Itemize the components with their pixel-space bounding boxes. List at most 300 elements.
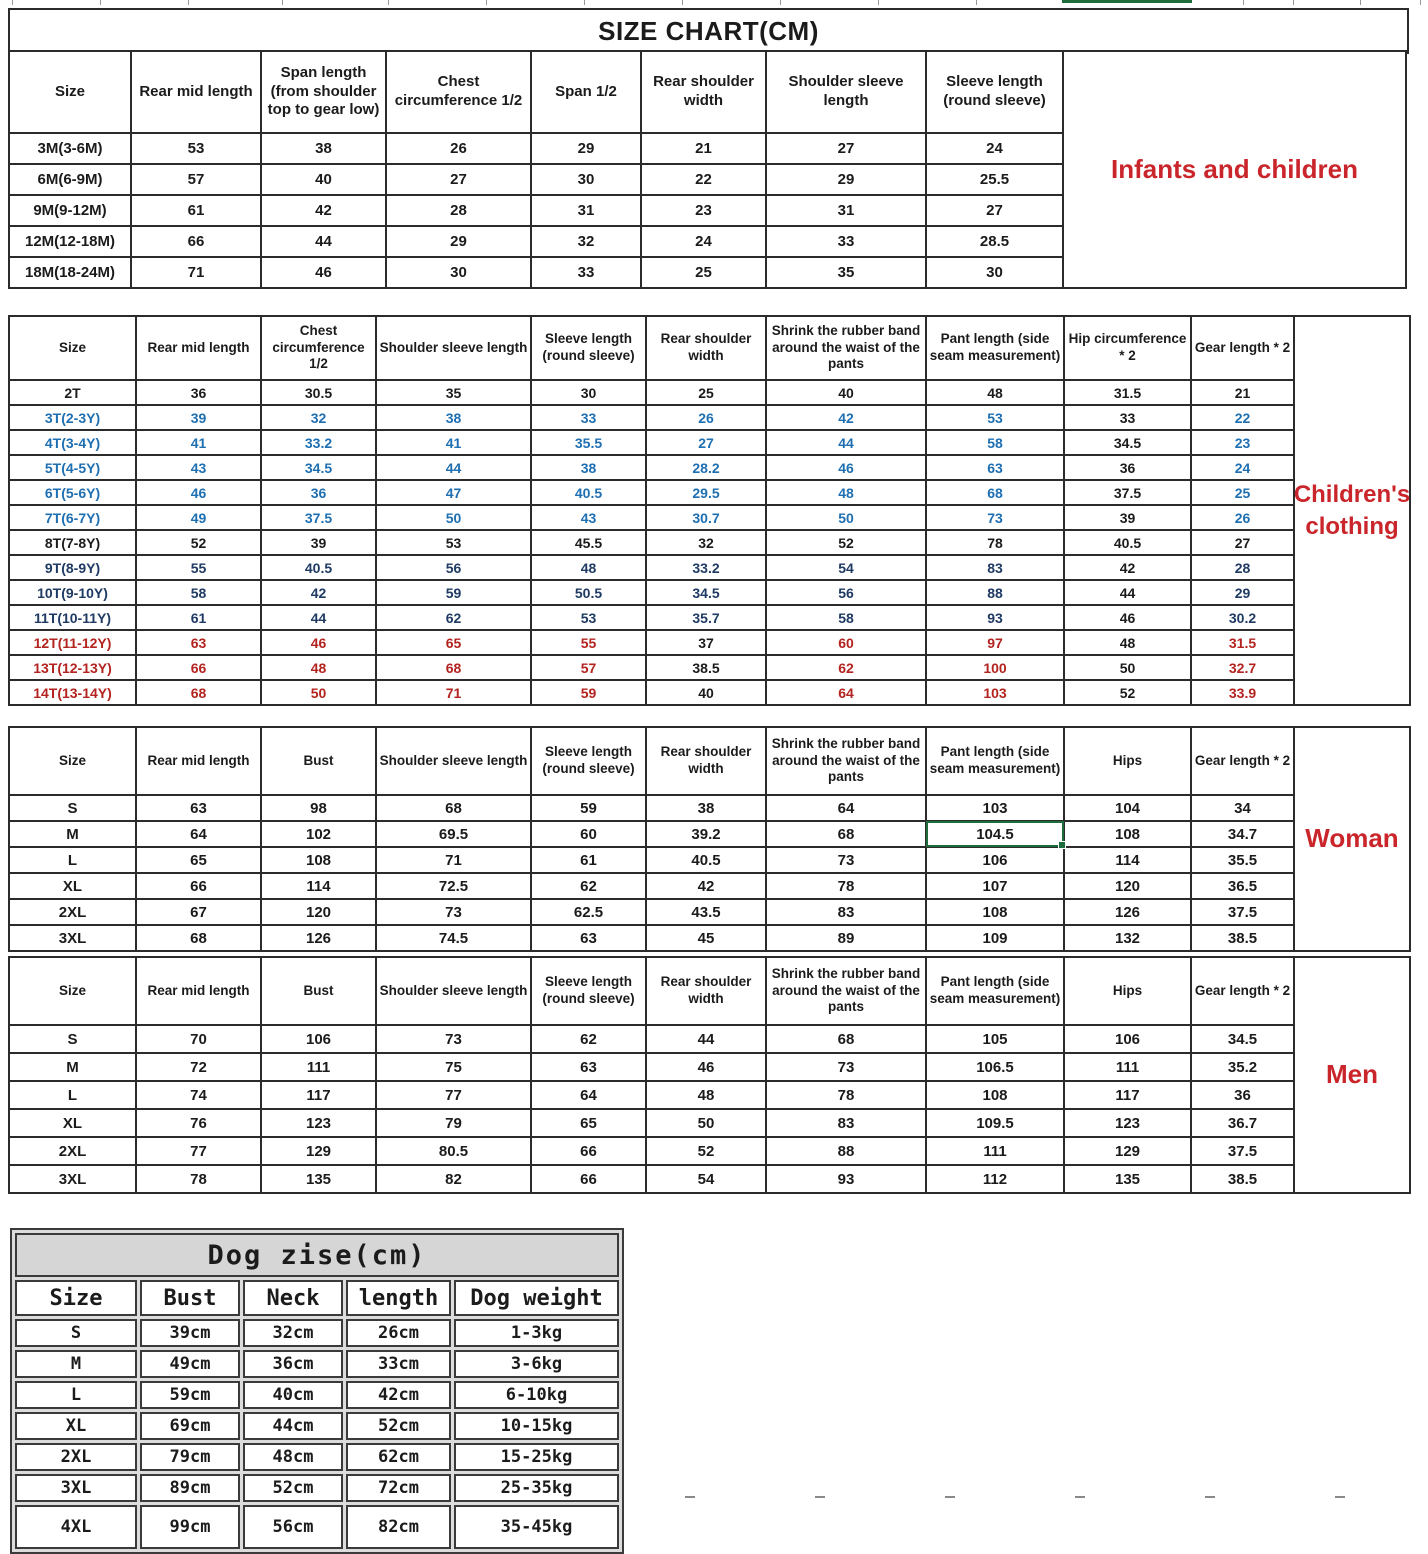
- column-header: Size: [9, 316, 136, 380]
- table-cell: 37.5: [1191, 899, 1294, 925]
- column-header: Shrink the rubber band around the waist of the pants: [766, 957, 926, 1025]
- table-cell: 36cm: [243, 1350, 343, 1378]
- table-cell: 36: [261, 480, 376, 505]
- table-cell: 48: [1064, 630, 1191, 655]
- woman-size-table: [8, 726, 1295, 952]
- table-cell: 33cm: [346, 1350, 451, 1378]
- table-cell: 27: [646, 430, 766, 455]
- table-cell: 50.5: [531, 580, 646, 605]
- column-header: Rear shoulder width: [646, 316, 766, 380]
- table-cell: 42cm: [346, 1381, 451, 1409]
- table-cell: 48: [531, 555, 646, 580]
- size-cell: S: [9, 795, 136, 821]
- column-header: Chest circumference 1/2: [261, 316, 376, 380]
- table-cell: 41: [376, 430, 531, 455]
- table-cell: 53: [926, 405, 1064, 430]
- table-cell: 33.9: [1191, 680, 1294, 705]
- table-cell: 50: [1064, 655, 1191, 680]
- table-cell: 36.7: [1191, 1109, 1294, 1137]
- table-cell: 60: [766, 630, 926, 655]
- table-cell: 39: [1064, 505, 1191, 530]
- table-cell: 43: [136, 455, 261, 480]
- table-cell: 79: [376, 1109, 531, 1137]
- table-cell: 30.5: [261, 380, 376, 405]
- column-header: Pant length (side seam measurement): [926, 316, 1064, 380]
- table-cell: 24: [1191, 455, 1294, 480]
- table-cell: 35: [766, 257, 926, 288]
- table-cell: 34.7: [1191, 821, 1294, 847]
- table-cell: 104: [1064, 795, 1191, 821]
- size-cell: 5T(4-5Y): [9, 455, 136, 480]
- men-size-table: [8, 956, 1295, 1194]
- column-header: Dog weight: [454, 1280, 619, 1316]
- table-cell: 22: [641, 164, 766, 195]
- men-side-label: Men: [1293, 956, 1411, 1194]
- table-cell: 73: [926, 505, 1064, 530]
- woman-side-label: Woman: [1293, 726, 1411, 952]
- table-cell: 88: [926, 580, 1064, 605]
- table-cell: 73: [766, 847, 926, 873]
- children-section: [8, 315, 1411, 706]
- table-cell: 34: [1191, 795, 1294, 821]
- table-cell: 29: [766, 164, 926, 195]
- size-cell: 4XL: [15, 1505, 137, 1549]
- table-cell: 66: [131, 226, 261, 257]
- column-header: Bust: [261, 727, 376, 795]
- size-cell: 2XL: [15, 1443, 137, 1471]
- table-cell: 105: [926, 1025, 1064, 1053]
- size-cell: 6M(6-9M): [9, 164, 131, 195]
- table-cell: 102: [261, 821, 376, 847]
- table-cell: 40.5: [531, 480, 646, 505]
- table-cell: 68: [376, 655, 531, 680]
- table-cell: 26: [386, 133, 531, 164]
- table-cell: 30: [386, 257, 531, 288]
- size-cell: 3XL: [9, 925, 136, 951]
- table-cell: 83: [766, 1109, 926, 1137]
- table-cell: 71: [376, 847, 531, 873]
- size-cell: 7T(6-7Y): [9, 505, 136, 530]
- column-header: Sleeve length (round sleeve): [531, 727, 646, 795]
- column-header: Rear mid length: [136, 316, 261, 380]
- table-cell: 66: [136, 873, 261, 899]
- table-cell: 33: [766, 226, 926, 257]
- table-cell: 35.5: [531, 430, 646, 455]
- size-cell: 9M(9-12M): [9, 195, 131, 226]
- table-cell: 76: [136, 1109, 261, 1137]
- table-cell: 44: [646, 1025, 766, 1053]
- table-cell: 77: [136, 1137, 261, 1165]
- table-cell: 52cm: [243, 1474, 343, 1502]
- table-cell: 38.5: [646, 655, 766, 680]
- column-header: Hips: [1064, 957, 1191, 1025]
- column-header: Shrink the rubber band around the waist of the pants: [766, 727, 926, 795]
- table-cell: 61: [531, 847, 646, 873]
- table-cell: 48: [261, 655, 376, 680]
- table-cell: 32: [531, 226, 641, 257]
- table-cell: 27: [926, 195, 1063, 226]
- table-cell: 36.5: [1191, 873, 1294, 899]
- table-cell: 26: [646, 405, 766, 430]
- table-cell: 50: [766, 505, 926, 530]
- table-cell: 63: [136, 630, 261, 655]
- column-header: Gear length * 2: [1191, 316, 1294, 380]
- table-cell: 30.7: [646, 505, 766, 530]
- table-cell: 44: [261, 605, 376, 630]
- table-cell: 73: [766, 1053, 926, 1081]
- table-cell: 66: [531, 1165, 646, 1193]
- table-cell: 46: [766, 455, 926, 480]
- table-cell: 34.5: [1191, 1025, 1294, 1053]
- table-cell: 46: [646, 1053, 766, 1081]
- table-cell: 10-15kg: [454, 1412, 619, 1440]
- table-cell: 83: [766, 899, 926, 925]
- table-cell: 34.5: [1064, 430, 1191, 455]
- table-cell: 62: [376, 605, 531, 630]
- column-header: Sleeve length (round sleeve): [531, 957, 646, 1025]
- table-cell: 68: [136, 925, 261, 951]
- table-cell: 25.5: [926, 164, 1063, 195]
- table-cell: 83: [926, 555, 1064, 580]
- size-cell: 8T(7-8Y): [9, 530, 136, 555]
- dog-table-title: Dog zise(cm): [15, 1233, 619, 1277]
- table-cell: 71: [376, 680, 531, 705]
- table-cell: 58: [766, 605, 926, 630]
- table-cell: 25: [646, 380, 766, 405]
- table-cell: 38: [646, 795, 766, 821]
- table-cell: 103: [926, 680, 1064, 705]
- table-cell: 40cm: [243, 1381, 343, 1409]
- size-cell: 4T(3-4Y): [9, 430, 136, 455]
- table-cell: 109: [926, 925, 1064, 951]
- table-cell: 106: [1064, 1025, 1191, 1053]
- table-cell: 59: [531, 680, 646, 705]
- column-header: Chest circumference 1/2: [386, 51, 531, 133]
- column-header: Shoulder sleeve length: [376, 316, 531, 380]
- table-cell: 135: [261, 1165, 376, 1193]
- table-cell: 28: [1191, 555, 1294, 580]
- table-cell: 31: [766, 195, 926, 226]
- table-cell: 38: [261, 133, 386, 164]
- selection-remnant-line: [1062, 0, 1192, 3]
- table-cell: 97: [926, 630, 1064, 655]
- table-cell: 93: [926, 605, 1064, 630]
- table-cell: 36: [136, 380, 261, 405]
- size-cell: S: [9, 1025, 136, 1053]
- table-cell: 38: [531, 455, 646, 480]
- table-cell: 72: [136, 1053, 261, 1081]
- table-cell: 34.5: [261, 455, 376, 480]
- table-cell: 129: [1064, 1137, 1191, 1165]
- column-header: Shrink the rubber band around the waist of the pants: [766, 316, 926, 380]
- table-cell: 123: [261, 1109, 376, 1137]
- table-cell: 46: [261, 630, 376, 655]
- table-cell: 111: [926, 1137, 1064, 1165]
- table-cell: 78: [926, 530, 1064, 555]
- table-cell: 25: [1191, 480, 1294, 505]
- table-cell: 72.5: [376, 873, 531, 899]
- table-cell: 38.5: [1191, 925, 1294, 951]
- table-cell: 64: [766, 680, 926, 705]
- table-cell: 39cm: [140, 1319, 240, 1347]
- table-cell: 35-45kg: [454, 1505, 619, 1549]
- table-cell: 42: [766, 405, 926, 430]
- table-cell: 52cm: [346, 1412, 451, 1440]
- size-cell: 3XL: [15, 1474, 137, 1502]
- table-cell: 62.5: [531, 899, 646, 925]
- table-cell: 24: [641, 226, 766, 257]
- size-cell: XL: [15, 1412, 137, 1440]
- table-cell: 69.5: [376, 821, 531, 847]
- men-section: [8, 956, 1411, 1194]
- table-cell: 28.5: [926, 226, 1063, 257]
- table-cell: 64: [136, 821, 261, 847]
- table-cell: 29: [386, 226, 531, 257]
- column-header: Rear shoulder width: [641, 51, 766, 133]
- table-cell: 89: [766, 925, 926, 951]
- size-cell: XL: [9, 873, 136, 899]
- table-cell: 1-3kg: [454, 1319, 619, 1347]
- table-cell: 58: [926, 430, 1064, 455]
- table-cell: 70: [136, 1025, 261, 1053]
- table-cell: 40: [646, 680, 766, 705]
- table-cell: 50: [261, 680, 376, 705]
- column-header: Rear mid length: [136, 957, 261, 1025]
- table-cell: 48: [926, 380, 1064, 405]
- column-header: Rear mid length: [131, 51, 261, 133]
- table-cell: 40: [261, 164, 386, 195]
- table-cell: 40: [766, 380, 926, 405]
- table-cell: 26: [1191, 505, 1294, 530]
- table-cell: 52: [1064, 680, 1191, 705]
- table-cell: 29: [1191, 580, 1294, 605]
- size-chart-title: SIZE CHART(CM): [8, 8, 1409, 54]
- table-cell: 33.2: [646, 555, 766, 580]
- table-cell: 63: [531, 1053, 646, 1081]
- table-cell: 35.2: [1191, 1053, 1294, 1081]
- table-cell: 31.5: [1064, 380, 1191, 405]
- size-cell: 18M(18-24M): [9, 257, 131, 288]
- table-cell: 53: [131, 133, 261, 164]
- table-cell: 33: [1064, 405, 1191, 430]
- column-header: Size: [15, 1280, 137, 1316]
- table-cell: 93: [766, 1165, 926, 1193]
- table-cell: 98: [261, 795, 376, 821]
- table-cell: 132: [1064, 925, 1191, 951]
- table-cell: 120: [261, 899, 376, 925]
- table-cell: 6-10kg: [454, 1381, 619, 1409]
- table-cell: 24: [926, 133, 1063, 164]
- table-cell: 68: [376, 795, 531, 821]
- table-cell: 39: [136, 405, 261, 430]
- table-cell: 38: [376, 405, 531, 430]
- table-cell: 26cm: [346, 1319, 451, 1347]
- size-cell: 12M(12-18M): [9, 226, 131, 257]
- table-cell: 106: [261, 1025, 376, 1053]
- table-cell: 52: [136, 530, 261, 555]
- column-header: Gear length * 2: [1191, 727, 1294, 795]
- table-cell: 32cm: [243, 1319, 343, 1347]
- table-cell: 29.5: [646, 480, 766, 505]
- table-cell: 46: [136, 480, 261, 505]
- table-cell: 62: [531, 1025, 646, 1053]
- table-cell: 54: [646, 1165, 766, 1193]
- table-cell: 50: [376, 505, 531, 530]
- infants-side-label: Infants and children: [1062, 50, 1407, 289]
- table-cell: 78: [766, 873, 926, 899]
- table-cell: 114: [1064, 847, 1191, 873]
- table-cell: 52: [646, 1137, 766, 1165]
- table-cell: 35.5: [1191, 847, 1294, 873]
- infants-section: [8, 50, 1407, 289]
- table-cell: 41: [136, 430, 261, 455]
- table-cell: 48: [766, 480, 926, 505]
- table-cell: 82: [376, 1165, 531, 1193]
- table-cell: 40.5: [261, 555, 376, 580]
- table-cell: 59: [531, 795, 646, 821]
- table-cell: 44: [766, 430, 926, 455]
- table-cell: 71: [131, 257, 261, 288]
- table-cell: 108: [1064, 821, 1191, 847]
- size-cell: 3T(2-3Y): [9, 405, 136, 430]
- table-cell: 28: [386, 195, 531, 226]
- table-cell: 65: [531, 1109, 646, 1137]
- column-header: Rear mid length: [136, 727, 261, 795]
- table-cell: 61: [136, 605, 261, 630]
- size-cell: 6T(5-6Y): [9, 480, 136, 505]
- table-cell: 63: [926, 455, 1064, 480]
- table-cell: 33: [531, 405, 646, 430]
- table-cell: 58: [136, 580, 261, 605]
- table-cell: 56cm: [243, 1505, 343, 1549]
- table-cell: 34.5: [646, 580, 766, 605]
- table-cell: 44: [1064, 580, 1191, 605]
- table-cell: 45: [646, 925, 766, 951]
- column-header: Hip circumference * 2: [1064, 316, 1191, 380]
- table-cell: 99cm: [140, 1505, 240, 1549]
- table-cell: 135: [1064, 1165, 1191, 1193]
- table-cell: 25-35kg: [454, 1474, 619, 1502]
- children-size-table: [8, 315, 1295, 706]
- table-cell: 46: [1064, 605, 1191, 630]
- column-header: length: [346, 1280, 451, 1316]
- column-header: Sleeve length (round sleeve): [531, 316, 646, 380]
- table-cell: 117: [261, 1081, 376, 1109]
- column-header: Span length (from shoulder top to gear low): [261, 51, 386, 133]
- column-header: Size: [9, 51, 131, 133]
- woman-section: [8, 726, 1411, 952]
- size-cell: S: [15, 1319, 137, 1347]
- table-cell: 78: [136, 1165, 261, 1193]
- table-cell: 62: [531, 873, 646, 899]
- table-cell: 62: [766, 655, 926, 680]
- table-cell: 36: [1064, 455, 1191, 480]
- table-cell: 32.7: [1191, 655, 1294, 680]
- size-cell: 11T(10-11Y): [9, 605, 136, 630]
- table-cell: 36: [1191, 1081, 1294, 1109]
- table-cell: 69cm: [140, 1412, 240, 1440]
- size-cell: 14T(13-14Y): [9, 680, 136, 705]
- size-cell: M: [9, 1053, 136, 1081]
- table-cell: 72cm: [346, 1474, 451, 1502]
- table-cell: 108: [926, 1081, 1064, 1109]
- table-cell: 22: [1191, 405, 1294, 430]
- column-header: Size: [9, 727, 136, 795]
- table-cell: 117: [1064, 1081, 1191, 1109]
- size-cell: XL: [9, 1109, 136, 1137]
- size-cell: M: [15, 1350, 137, 1378]
- table-cell: 80.5: [376, 1137, 531, 1165]
- table-cell: 55: [531, 630, 646, 655]
- table-cell: 59cm: [140, 1381, 240, 1409]
- table-cell: 107: [926, 873, 1064, 899]
- column-header: Gear length * 2: [1191, 957, 1294, 1025]
- table-cell: 65: [136, 847, 261, 873]
- table-cell: 37: [646, 630, 766, 655]
- table-cell: 111: [261, 1053, 376, 1081]
- size-cell: 2XL: [9, 1137, 136, 1165]
- table-cell: 37.5: [1064, 480, 1191, 505]
- table-cell: 112: [926, 1165, 1064, 1193]
- table-cell: 73: [376, 1025, 531, 1053]
- table-cell: 47: [376, 480, 531, 505]
- table-cell: 37.5: [261, 505, 376, 530]
- column-header: Shoulder sleeve length: [766, 51, 926, 133]
- table-cell: 27: [1191, 530, 1294, 555]
- table-cell: 89cm: [140, 1474, 240, 1502]
- table-cell: 31.5: [1191, 630, 1294, 655]
- table-cell: 63: [531, 925, 646, 951]
- table-cell: 30.2: [1191, 605, 1294, 630]
- table-cell: 42: [1064, 555, 1191, 580]
- table-cell: 3-6kg: [454, 1350, 619, 1378]
- table-cell: 78: [766, 1081, 926, 1109]
- table-cell: 53: [531, 605, 646, 630]
- table-cell: 123: [1064, 1109, 1191, 1137]
- table-cell: 106.5: [926, 1053, 1064, 1081]
- table-cell: 33.2: [261, 430, 376, 455]
- table-cell: 60: [531, 821, 646, 847]
- table-cell: 35.7: [646, 605, 766, 630]
- table-cell: 30: [531, 380, 646, 405]
- table-cell: 28.2: [646, 455, 766, 480]
- table-cell: 114: [261, 873, 376, 899]
- table-cell: 100: [926, 655, 1064, 680]
- table-cell: 88: [766, 1137, 926, 1165]
- column-header: Rear shoulder width: [646, 727, 766, 795]
- table-cell: 42: [261, 195, 386, 226]
- size-cell: 13T(12-13Y): [9, 655, 136, 680]
- table-cell: 82cm: [346, 1505, 451, 1549]
- table-cell: 23: [641, 195, 766, 226]
- table-cell: 68: [926, 480, 1064, 505]
- table-cell: 39: [261, 530, 376, 555]
- table-cell: 74: [136, 1081, 261, 1109]
- table-cell: 108: [926, 899, 1064, 925]
- table-cell: 53: [376, 530, 531, 555]
- table-cell: 52: [766, 530, 926, 555]
- dog-size-table: [10, 1228, 624, 1554]
- column-header: Hips: [1064, 727, 1191, 795]
- table-cell: 32: [261, 405, 376, 430]
- table-cell: 40.5: [1064, 530, 1191, 555]
- table-cell: 129: [261, 1137, 376, 1165]
- column-header: Sleeve length (round sleeve): [926, 51, 1063, 133]
- table-cell: 74.5: [376, 925, 531, 951]
- table-cell: 68: [136, 680, 261, 705]
- table-cell: 15-25kg: [454, 1443, 619, 1471]
- table-cell: 63: [136, 795, 261, 821]
